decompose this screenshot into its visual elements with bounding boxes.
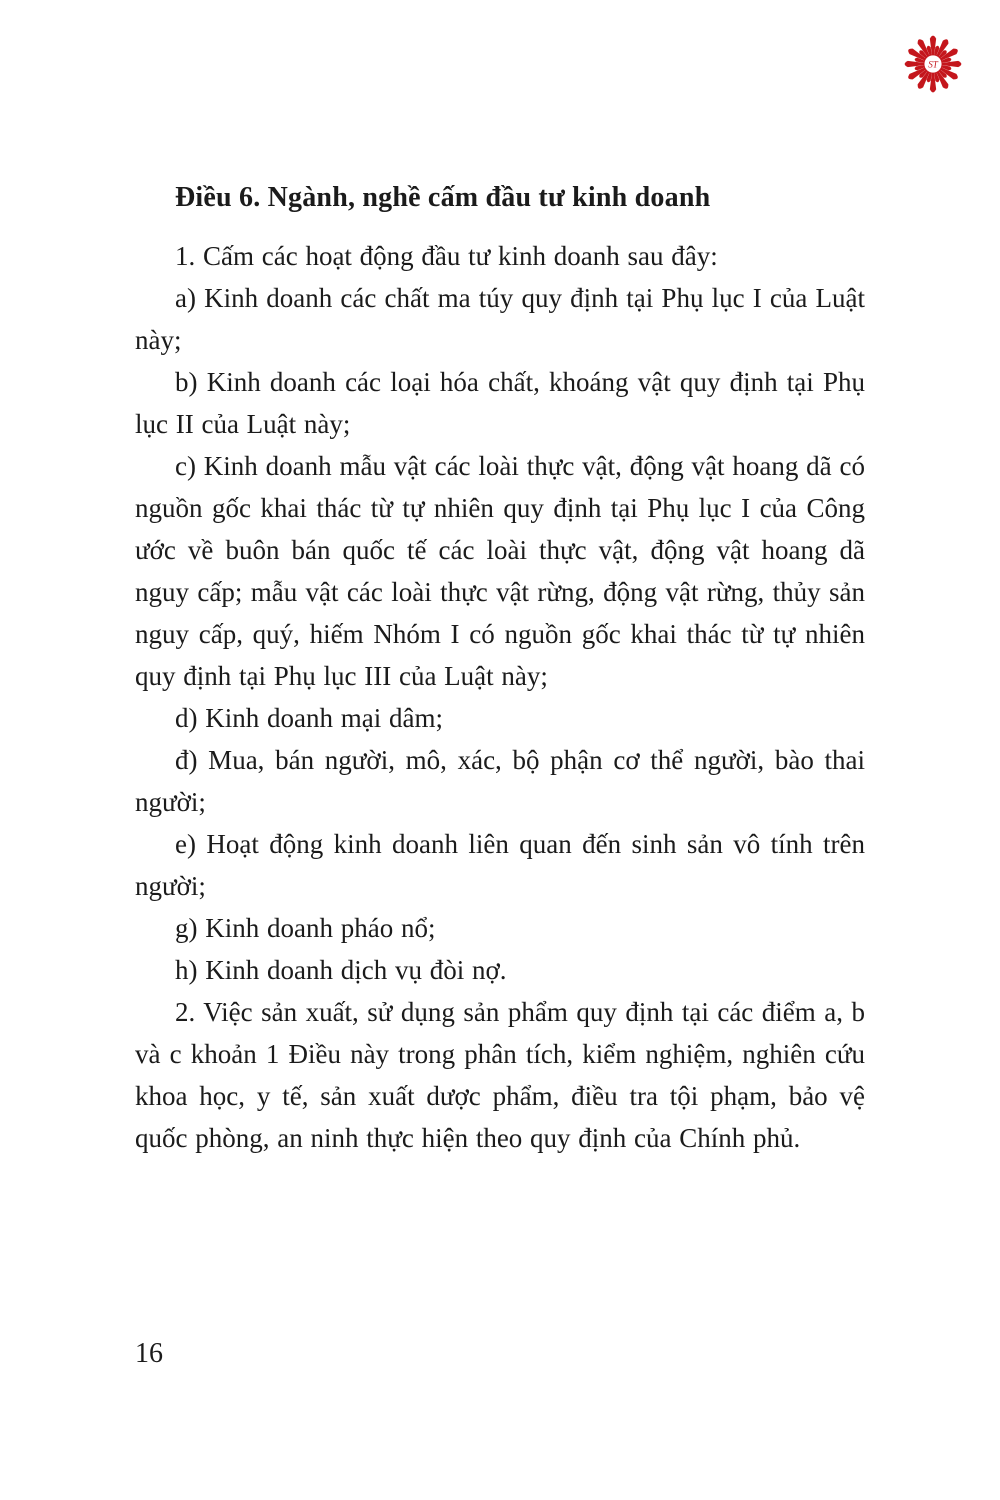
article-content (135, 182, 865, 1159)
article-title: Điều 6. Ngành, nghề cấm đầu tư kinh doanh (175, 182, 711, 213)
paragraph: 1. Cấm các hoạt động đầu tư kinh doanh sau đây: (175, 241, 718, 271)
paragraph: c) Kinh doanh mẫu vật các loài thực vật, động vật hoang dã có nguồn gốc khai thác từ tự nhiên quy định tại Phụ lục I của Công ước về buôn bán quốc tế các loài thực vật, động vật hoang dã nguy cấp; mẫu vật các loài thực vật rừng, động vật rừng, thủy sản nguy cấp, quý, hiếm Nhóm I có nguồn gốc khai thác từ tự nhiên quy định tại Phụ lục III của Luật này; (135, 451, 865, 691)
paragraph: g) Kinh doanh pháo nổ; (175, 913, 436, 943)
svg-text:ST: ST (928, 59, 938, 70)
article-body (135, 235, 865, 1159)
paragraph: a) Kinh doanh các chất ma túy quy định tại Phụ lục I của Luật này; (135, 283, 865, 355)
starburst-icon (898, 28, 968, 100)
paragraph: h) Kinh doanh dịch vụ đòi nợ. (175, 955, 507, 985)
page-number: 16 (135, 1338, 163, 1369)
publisher-logo (898, 28, 968, 100)
paragraph: đ) Mua, bán người, mô, xác, bộ phận cơ thể người, bào thai người; (135, 745, 865, 817)
paragraph: e) Hoạt động kinh doanh liên quan đến sinh sản vô tính trên người; (135, 829, 865, 901)
paragraph: 2. Việc sản xuất, sử dụng sản phẩm quy định tại các điểm a, b và c khoản 1 Điều này trong phân tích, kiểm nghiệm, nghiên cứu khoa học, y tế, sản xuất dược phẩm, điều tra tội phạm, bảo vệ quốc phòng, an ninh thực hiện theo quy định của Chính phủ. (135, 997, 865, 1153)
paragraph: b) Kinh doanh các loại hóa chất, khoáng vật quy định tại Phụ lục II của Luật này; (135, 367, 865, 439)
paragraph: d) Kinh doanh mại dâm; (175, 703, 443, 733)
